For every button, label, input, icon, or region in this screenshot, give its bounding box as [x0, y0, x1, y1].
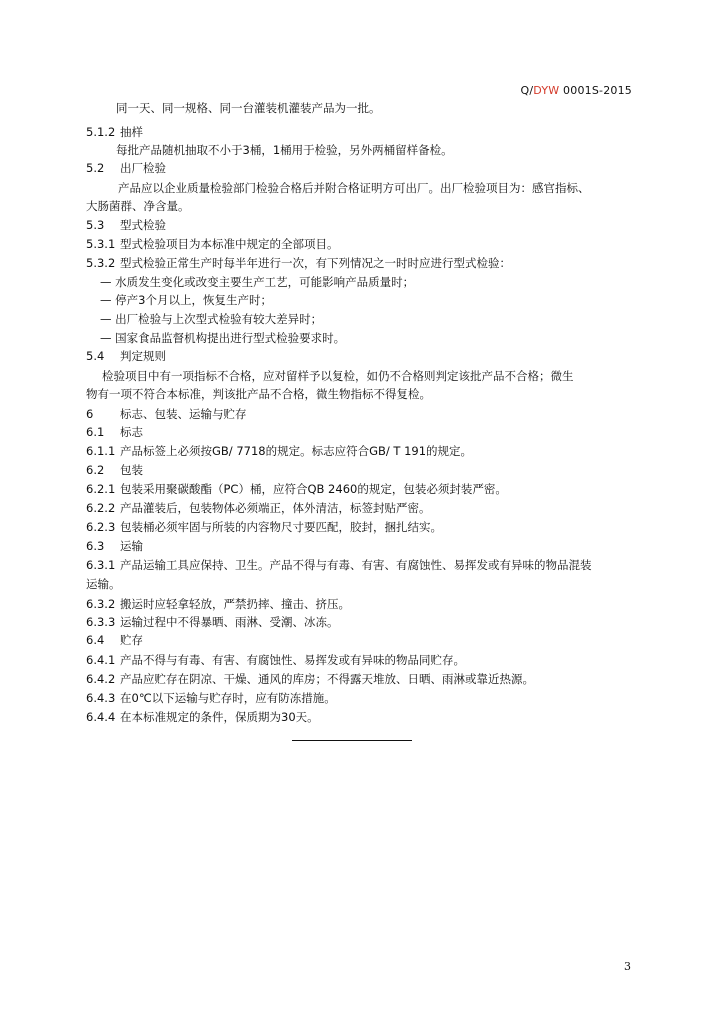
line-text: 型式检验: [120, 218, 166, 232]
section-number: 6.1: [86, 425, 105, 439]
line-text: — 出厂检验与上次型式检验有较大差异时；: [100, 312, 323, 326]
section-number: 6.4.1: [86, 653, 116, 667]
line-text: 包装采用聚碳酸酯（PC）桶，应符合QB 2460的规定，包装必须封装严密。: [120, 482, 507, 496]
section-number: 6.2.1: [86, 482, 116, 496]
section-line: [86, 462, 634, 478]
line-text: 大肠菌群、净含量。: [86, 199, 190, 213]
section-line: [86, 124, 634, 140]
section-number: 6.4.3: [86, 691, 116, 705]
section-line: [86, 236, 634, 252]
text-line: [116, 142, 634, 158]
section-line: [86, 481, 634, 497]
section-line: [86, 538, 634, 554]
line-text: 型式检验项目为本标准中规定的全部项目。: [120, 237, 339, 251]
line-text: 在0℃以下运输与贮存时，应有防冻措施。: [120, 691, 336, 705]
section-line: [86, 217, 634, 233]
text-line: [100, 274, 634, 290]
code-company: DYW: [533, 84, 560, 97]
section-line: [86, 255, 634, 271]
section-number: 6: [86, 407, 94, 421]
line-text: 运输过程中不得暴晒、雨淋、受潮、冰冻。: [120, 615, 339, 629]
text-line: [100, 292, 634, 308]
section-line: [86, 632, 634, 648]
section-number: 6.1.1: [86, 444, 116, 458]
section-line: [86, 614, 634, 630]
line-text: 包装桶必须牢固与所装的内容物尺寸要匹配，胶封，捆扎结实。: [120, 520, 442, 534]
section-line: [86, 500, 634, 516]
line-text: 出厂检验: [120, 161, 166, 175]
section-line: [86, 690, 634, 706]
line-text: — 水质发生变化或改变主要生产工艺，可能影响产品质量时；: [100, 275, 415, 289]
section-line: [86, 348, 634, 364]
section-number: 6.2.2: [86, 501, 116, 515]
line-text: 贮存: [120, 633, 143, 647]
text-line: [86, 386, 634, 402]
section-line: [86, 160, 634, 176]
section-number: 6.3.3: [86, 615, 116, 629]
section-line: [86, 557, 634, 573]
line-text: 抽样: [120, 125, 143, 139]
section-number: 5.1.2: [86, 125, 116, 139]
line-text: 判定规则: [120, 349, 166, 363]
line-text: — 停产3个月以上，恢复生产时；: [100, 293, 272, 307]
line-text: 运输。: [86, 577, 121, 591]
section-number: 5.3.1: [86, 237, 116, 251]
line-text: 每批产品随机抽取不小于3桶，1桶用于检验，另外两桶留样备检。: [116, 143, 453, 157]
line-text: — 国家食品监督机构提出进行型式检验要求时。: [100, 331, 346, 345]
line-text: 在本标准规定的条件，保质期为30天。: [120, 710, 319, 724]
section-number: 5.2: [86, 161, 105, 175]
section-line: [86, 671, 634, 687]
line-text: 产品灌装后，包装物体必须端正，体外清洁，标签封贴严密。: [120, 501, 431, 515]
section-line: [86, 406, 634, 422]
line-text: 标志、包装、运输与贮存: [120, 407, 247, 421]
text-line: [116, 100, 634, 116]
code-prefix: Q/: [520, 84, 534, 97]
section-number: 6.4.4: [86, 710, 116, 724]
section-number: 6.2.3: [86, 520, 116, 534]
line-text: 检验项目中有一项指标不合格，应对留样予以复检，如仍不合格则判定该批产品不合格；微生: [102, 369, 574, 383]
section-number: 6.4: [86, 633, 105, 647]
section-line: [86, 424, 634, 440]
text-line: [86, 198, 634, 214]
line-text: 包装: [120, 463, 143, 477]
line-text: 同一天、同一规格、同一台灌装机灌装产品为一批。: [116, 101, 381, 115]
line-text: 产品运输工具应保持、卫生。产品不得与有毒、有害、有腐蚀性、易挥发或有异味的物品混装: [120, 558, 592, 572]
text-line: [118, 180, 634, 196]
text-line: [100, 311, 634, 327]
line-text: 运输: [120, 539, 143, 553]
section-line: [86, 596, 634, 612]
text-line: [102, 368, 634, 384]
line-text: 型式检验正常生产时每半年进行一次，有下列情况之一时时应进行型式检验：: [120, 256, 511, 270]
line-text: 标志: [120, 425, 143, 439]
section-line: [86, 652, 634, 668]
line-text: 产品不得与有毒、有害、有腐蚀性、易挥发或有异味的物品同贮存。: [120, 653, 465, 667]
text-line: [100, 330, 634, 346]
line-text: 物有一项不符合本标准，判该批产品不合格，微生物指标不得复检。: [86, 387, 431, 401]
section-line: [86, 709, 634, 725]
section-number: 5.3: [86, 218, 105, 232]
line-text: 搬运时应轻拿轻放，严禁扔摔、撞击、挤压。: [120, 597, 350, 611]
text-line: [86, 576, 634, 592]
code-suffix: 0001S-2015: [559, 84, 632, 97]
section-number: 6.3.2: [86, 597, 116, 611]
line-text: 产品应贮存在阴凉、干燥、通风的库房；不得露天堆放、日晒、雨淋或靠近热源。: [120, 672, 534, 686]
line-text: 产品标签上必须按GB/ 7718的规定。标志应符合GB/ T 191的规定。: [120, 444, 473, 458]
section-number: 6.4.2: [86, 672, 116, 686]
section-line: [86, 443, 634, 459]
section-number: 6.2: [86, 463, 105, 477]
section-number: 5.3.2: [86, 256, 116, 270]
section-number: 6.3: [86, 539, 105, 553]
section-number: 5.4: [86, 349, 105, 363]
section-line: [86, 519, 634, 535]
end-rule: [292, 740, 412, 741]
section-number: 6.3.1: [86, 558, 116, 572]
document-code-header: [521, 84, 632, 97]
page-number: 3: [624, 960, 631, 973]
line-text: 产品应以企业质量检验部门检验合格后并附合格证明方可出厂。出厂检验项目为：感官指标、: [118, 181, 590, 195]
